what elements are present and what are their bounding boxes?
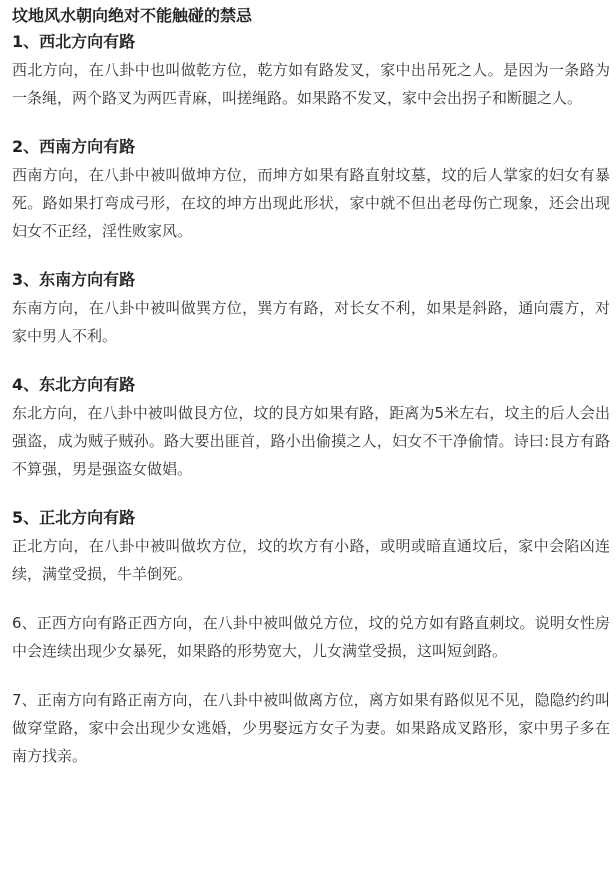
paragraph-south: 7、正南方向有路正南方向，在八卦中被叫做离方位，离方如果有路似见不见，隐隐约约叫做穿堂路，家中会出现少女逃婚，少男娶远方女子为妻。如果路成叉路形，家中男子多在南方找亲。 (12, 691, 610, 765)
article-title: 坟地风水朝向绝对不能触碰的禁忌 (12, 6, 253, 25)
section-west (12, 609, 610, 665)
paragraph-west: 6、正西方向有路正西方向，在八卦中被叫做兑方位，坟的兑方如有路直刺坟。说明女性房中会连续出现少女暴死，如果路的形势宽大，儿女满堂受损，这叫短剑路。 (12, 614, 610, 660)
section-heading: 3、东南方向有路 (12, 270, 136, 289)
section-northeast (12, 371, 610, 483)
section-north (12, 504, 610, 588)
section-body: 西北方向，在八卦中也叫做乾方位，乾方如有路发叉，家中出吊死之人。是因为一条路为一条绳，两个路叉为两匹青麻，叫搓绳路。如果路不发叉，家中会出拐子和断腿之人。 (12, 61, 610, 107)
section-southwest (12, 133, 610, 245)
section-southeast (12, 266, 610, 350)
section-heading: 1、西北方向有路 (12, 32, 136, 51)
section-body: 正北方向，在八卦中被叫做坎方位，坟的坎方有小路，或明或暗直通坟后，家中会陷凶连续，满堂受损，牛羊倒死。 (12, 537, 610, 583)
section-heading: 4、东北方向有路 (12, 375, 136, 394)
section-body: 西南方向，在八卦中被叫做坤方位，而坤方如果有路直射坟墓，坟的后人掌家的妇女有暴死。路如果打弯成弓形，在坟的坤方出现此形状，家中就不但出老母伤亡现象，还会出现妇女不正经，淫性败家风。 (12, 166, 610, 240)
section-south (12, 686, 610, 770)
section-heading: 5、正北方向有路 (12, 508, 136, 527)
section-body: 东北方向，在八卦中被叫做艮方位，坟的艮方如果有路，距离为5米左右，坟主的后人会出强盗，成为贼子贼孙。路大要出匪首，路小出偷摸之人，妇女不干净偷情。诗曰:艮方有路不算强，男是强盗女做娼。 (12, 404, 610, 478)
section-body: 东南方向，在八卦中被叫做巽方位，巽方有路，对长女不利，如果是斜路，通向震方，对家中男人不利。 (12, 299, 610, 345)
section-northwest (12, 28, 610, 112)
section-heading: 2、西南方向有路 (12, 137, 136, 156)
